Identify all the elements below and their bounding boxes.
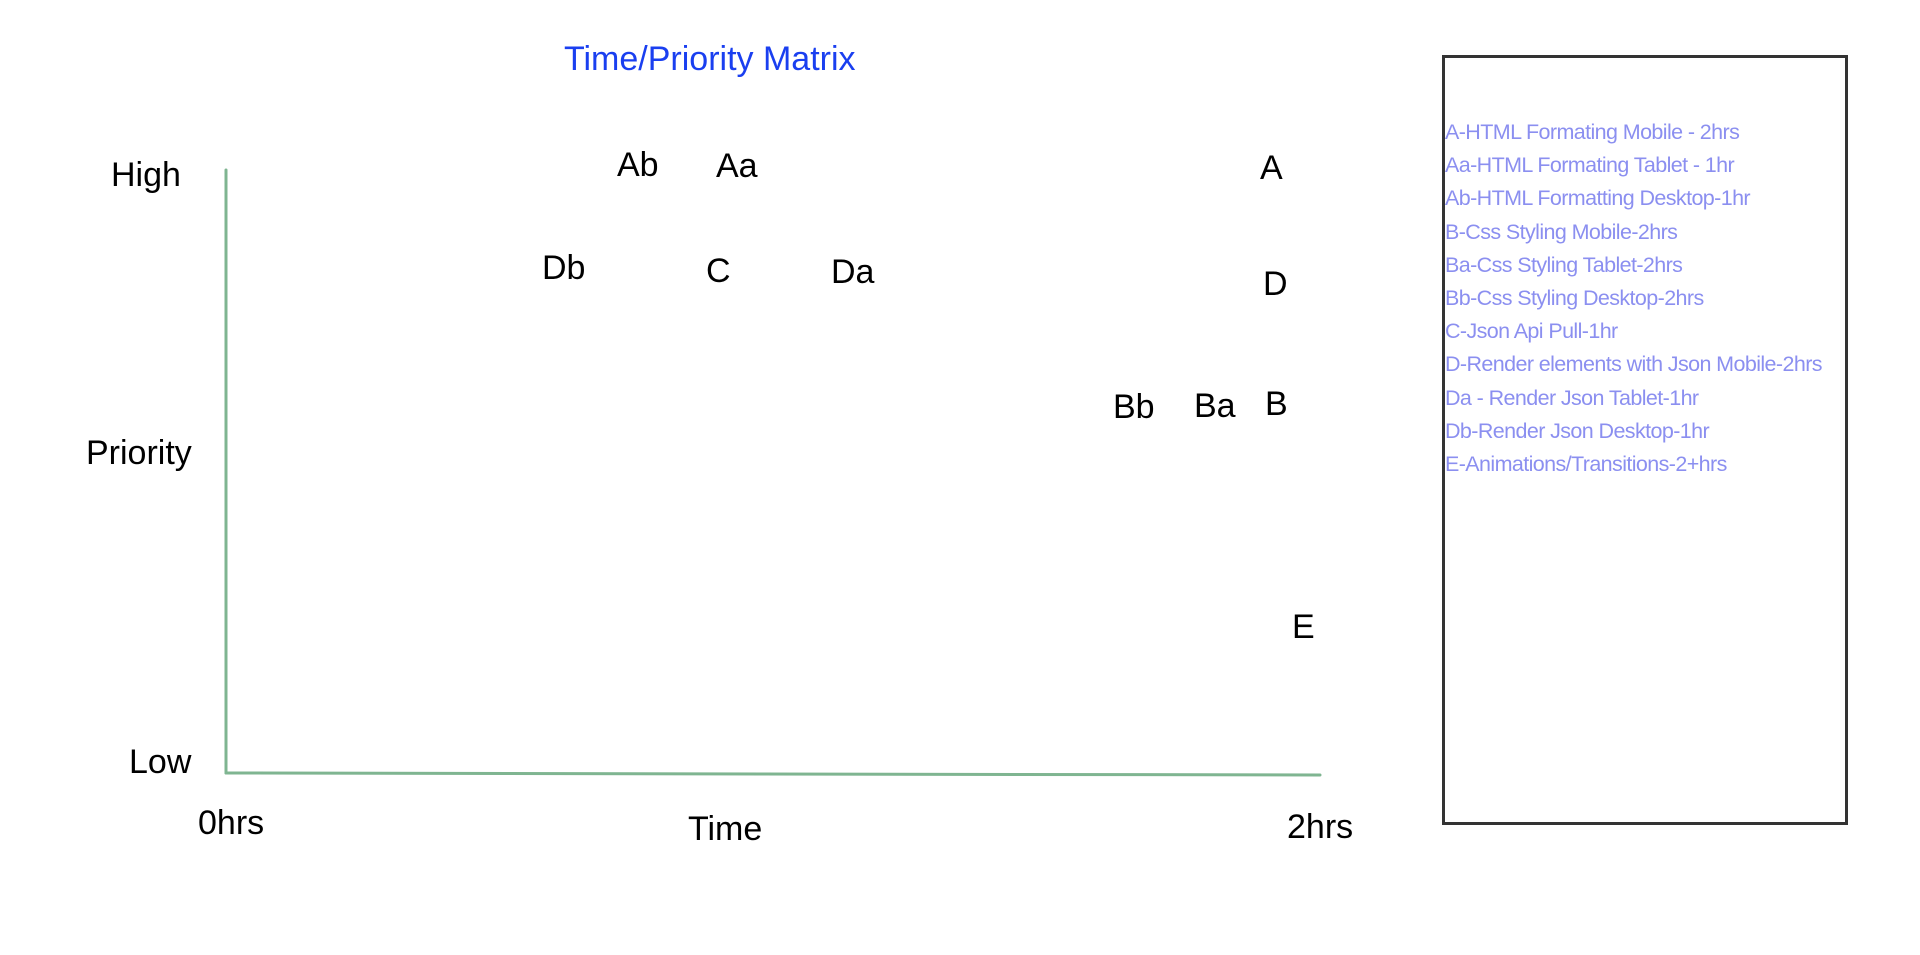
point-db: Db [542, 249, 586, 287]
y-low-label: Low [129, 743, 192, 781]
legend-item-aa: Aa-HTML Formating Tablet - 1hr [1445, 153, 1735, 178]
point-b: B [1265, 385, 1288, 423]
legend-item-b: B-Css Styling Mobile-2hrs [1445, 219, 1678, 244]
legend-item-d: D-Render elements with Json Mobile-2hrs [1445, 352, 1822, 377]
x-axis-line [226, 773, 1320, 775]
legend-item-e: E-Animations/Transitions-2+hrs [1445, 452, 1727, 477]
legend-item-ab: Ab-HTML Formatting Desktop-1hr [1445, 186, 1750, 211]
point-a: A [1260, 149, 1283, 187]
y-high-label: High [111, 156, 181, 194]
point-c: C [706, 252, 731, 290]
x-start-label: 0hrs [198, 804, 265, 842]
legend-item-c: C-Json Api Pull-1hr [1445, 319, 1618, 344]
point-ab: Ab [617, 146, 659, 184]
point-d: D [1263, 265, 1288, 303]
legend-box [1442, 55, 1848, 825]
legend-item-ba: Ba-Css Styling Tablet-2hrs [1445, 252, 1683, 277]
legend-item-db: Db-Render Json Desktop-1hr [1445, 418, 1710, 443]
chart-title: Time/Priority Matrix [564, 40, 856, 78]
legend-list [1445, 116, 1822, 481]
x-end-label: 2hrs [1287, 808, 1354, 846]
point-da: Da [831, 253, 875, 291]
legend-item-a: A-HTML Formating Mobile - 2hrs [1445, 120, 1740, 144]
legend-item-da: Da - Render Json Tablet-1hr [1445, 385, 1699, 410]
point-aa: Aa [716, 147, 758, 185]
point-ba: Ba [1194, 387, 1236, 425]
x-axis-title: Time [688, 810, 763, 848]
legend-item-bb: Bb-Css Styling Desktop-2hrs [1445, 286, 1704, 311]
point-e: E [1292, 608, 1315, 646]
y-axis-title: Priority [86, 434, 192, 472]
point-bb: Bb [1113, 388, 1155, 426]
